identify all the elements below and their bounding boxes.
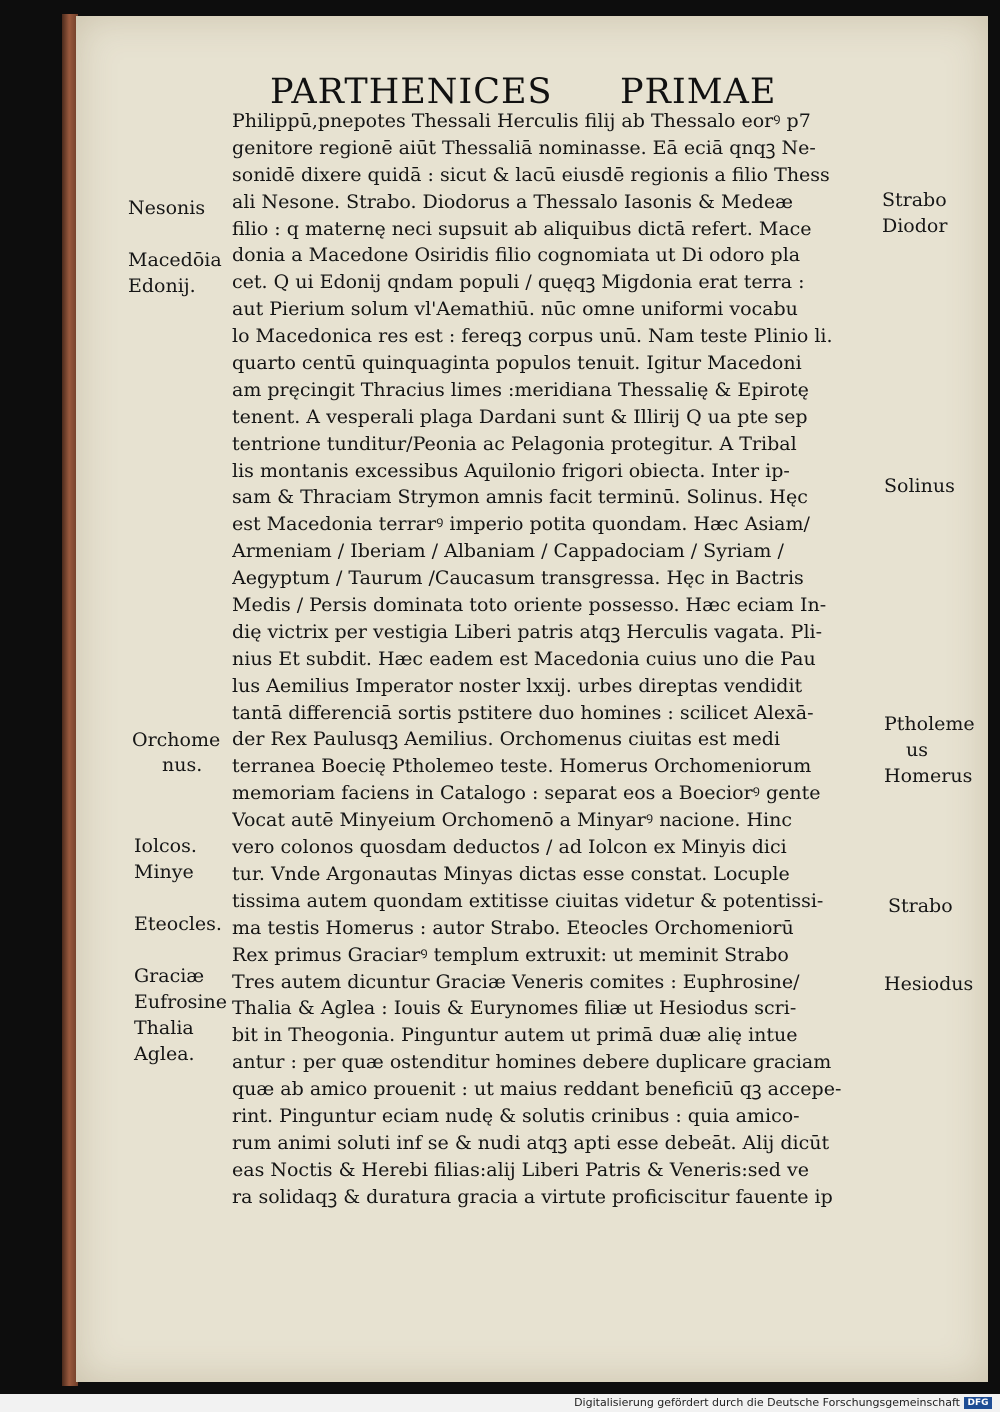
text-line: lus Aemilius Imperator noster lxxij. urbes direptas vendidit bbox=[232, 674, 803, 697]
margin-note-iolcos: Iolcos. bbox=[134, 835, 197, 857]
text-line: bit in Theogonia. Pinguntur autem ut primā duæ alię intue bbox=[232, 1024, 798, 1047]
text-line: lis montanis excessibus Aquilonio frigori obiecta. Inter ip- bbox=[232, 459, 790, 482]
text-line: Philippū,pnepotes Thessali Herculis filij ab Thessalo eorꝰ p7 bbox=[232, 110, 811, 132]
footer-credit: Digitalisierung gefördert durch die Deutsche Forschungsgemeinschaft bbox=[574, 1396, 960, 1409]
digitization-footer bbox=[0, 1394, 1000, 1412]
text-line: ali Nesone. Strabo. Diodorus a Thessalo Iasonis & Medeæ bbox=[232, 190, 793, 213]
margin-note-edonij: Edonij. bbox=[128, 275, 196, 297]
text-line: tissima autem quondam extitisse ciuitas videtur & potentissi- bbox=[232, 889, 824, 912]
text-line: tenent. A vesperali plaga Dardani sunt & Illirij Q ua pte sep bbox=[232, 405, 808, 428]
margin-note-orchomenus-2: nus. bbox=[162, 754, 203, 776]
text-line: terranea Boecię Ptholemeo teste. Homerus Orchomeniorum bbox=[232, 755, 812, 778]
text-line: Rex primus Graciarꝰ templum extruxit: ut meminit Strabo bbox=[232, 943, 789, 966]
running-head bbox=[270, 72, 777, 112]
text-line: est Macedonia terrarꝰ imperio potita quondam. Hæc Asiam/ bbox=[232, 513, 810, 536]
dfg-logo-icon: DFG bbox=[964, 1397, 992, 1409]
margin-note-aglea: Aglea. bbox=[134, 1043, 195, 1065]
text-line: quarto centū quinquaginta populos tenuit. Igitur Macedoni bbox=[232, 352, 802, 375]
margin-note-homerus: Homerus bbox=[884, 765, 973, 787]
text-line: filio : q maternę neci supsuit ab aliquibus dictā refert. Mace bbox=[232, 217, 812, 240]
text-line: lo Macedonica res est : fereqꝫ corpus unū. Nam teste Plinio li. bbox=[232, 325, 833, 348]
main-text-block bbox=[232, 108, 880, 1211]
text-line: antur : per quæ ostenditur homines debere duplicare graciam bbox=[232, 1051, 832, 1074]
text-line: vero colonos quosdam deductos / ad Iolcon ex Minyis dici bbox=[232, 836, 787, 859]
text-line: tantā differenciā sortis pstitere duo homines : scilicet Alexā- bbox=[232, 701, 814, 724]
text-line: aut Pierium solum vl'Aemathiū. nūc omne uniformi vocabu bbox=[232, 298, 798, 321]
margin-note-eteocles: Eteocles. bbox=[134, 913, 222, 935]
margin-note-orchomenus-1: Orchome bbox=[132, 729, 221, 751]
text-line: cet. Q ui Edonij qndam populi / quęqꝫ Migdonia erat terra : bbox=[232, 271, 805, 294]
text-line: rint. Pinguntur eciam nudę & solutis crinibus : quia amico- bbox=[232, 1104, 800, 1127]
text-line: ra solidaqꝫ & duratura gracia a virtute proficiscitur fauente ip bbox=[232, 1185, 833, 1208]
text-line: tentrione tunditur/Peonia ac Pelagonia protegitur. A Tribal bbox=[232, 432, 797, 455]
margin-note-macedonia: Macedōia bbox=[128, 249, 222, 271]
text-line: eas Noctis & Herebi filias:alij Liberi Patris & Veneris:sed ve bbox=[232, 1158, 809, 1181]
margin-note-strabo-1: Strabo bbox=[882, 189, 947, 211]
running-head-left: PARTHENICES bbox=[270, 72, 553, 112]
text-line: der Rex Paulusqꝫ Aemilius. Orchomenus ciuitas est medi bbox=[232, 728, 781, 751]
book-page bbox=[76, 16, 988, 1382]
text-line: Aegyptum / Taurum /Caucasum transgressa. Hęc in Bactris bbox=[232, 567, 804, 590]
text-line: Medis / Persis dominata toto oriente possesso. Hæc eciam In- bbox=[232, 594, 827, 617]
margin-note-graciae: Graciæ bbox=[134, 965, 205, 987]
text-line: quæ ab amico prouenit : ut maius reddant beneficiū qꝫ accepe- bbox=[232, 1078, 842, 1101]
text-line: Thalia & Aglea : Iouis & Eurynomes filiæ ut Hesiodus scri- bbox=[232, 997, 797, 1020]
text-line: dię victrix per vestigia Liberi patris atqꝫ Herculis vagata. Pli- bbox=[232, 620, 823, 643]
text-line: ma testis Homerus : autor Strabo. Eteocles Orchomeniorū bbox=[232, 916, 794, 939]
text-line: sonidē dixere quidā : sicut & lacū eiusdē regionis a filio Thess bbox=[232, 163, 830, 186]
margin-note-hesiodus: Hesiodus bbox=[884, 973, 974, 995]
text-line: nius Et subdit. Hæc eadem est Macedonia cuius uno die Pau bbox=[232, 647, 816, 670]
margin-note-thalia: Thalia bbox=[134, 1017, 194, 1039]
text-line: Armeniam / Iberiam / Albaniam / Cappadociam / Syriam / bbox=[232, 540, 784, 563]
margin-note-minye: Minye bbox=[134, 861, 194, 883]
margin-note-nesonis: Nesonis bbox=[128, 197, 206, 219]
text-line: donia a Macedone Osiridis filio cognomiata ut Di odoro pla bbox=[232, 244, 801, 267]
text-line: Vocat autē Minyeium Orchomenō a Minyarꝰ nacione. Hinc bbox=[232, 809, 792, 832]
text-line: sam & Thraciam Strymon amnis facit terminū. Solinus. Hęc bbox=[232, 486, 808, 509]
text-line: genitore regionē aiūt Thessaliā nominasse. Eā eciā qnqꝫ Ne- bbox=[232, 136, 816, 159]
text-line: Tres autem dicuntur Graciæ Veneris comites : Euphrosine/ bbox=[232, 970, 800, 993]
text-line: rum animi soluti inf se & nudi atqꝫ apti esse debeāt. Alij dicūt bbox=[232, 1131, 830, 1154]
margin-note-strabo-2: Strabo bbox=[888, 895, 953, 917]
text-line: memoriam faciens in Catalogo : separat eos a Boeciorꝰ gente bbox=[232, 782, 821, 805]
running-head-right: PRIMAE bbox=[620, 72, 777, 112]
margin-note-us: us bbox=[906, 739, 928, 761]
text-line: tur. Vnde Argonautas Minyas dictas esse constat. Locuple bbox=[232, 862, 790, 885]
margin-note-solinus: Solinus bbox=[884, 475, 955, 497]
text-line: am pręcingit Thracius limes :meridiana Thessalię & Epirotę bbox=[232, 378, 809, 401]
margin-note-eufrosine: Eufrosine bbox=[134, 991, 227, 1013]
margin-note-ptholeme: Ptholeme bbox=[884, 713, 975, 735]
margin-note-diodor: Diodor bbox=[882, 215, 948, 237]
